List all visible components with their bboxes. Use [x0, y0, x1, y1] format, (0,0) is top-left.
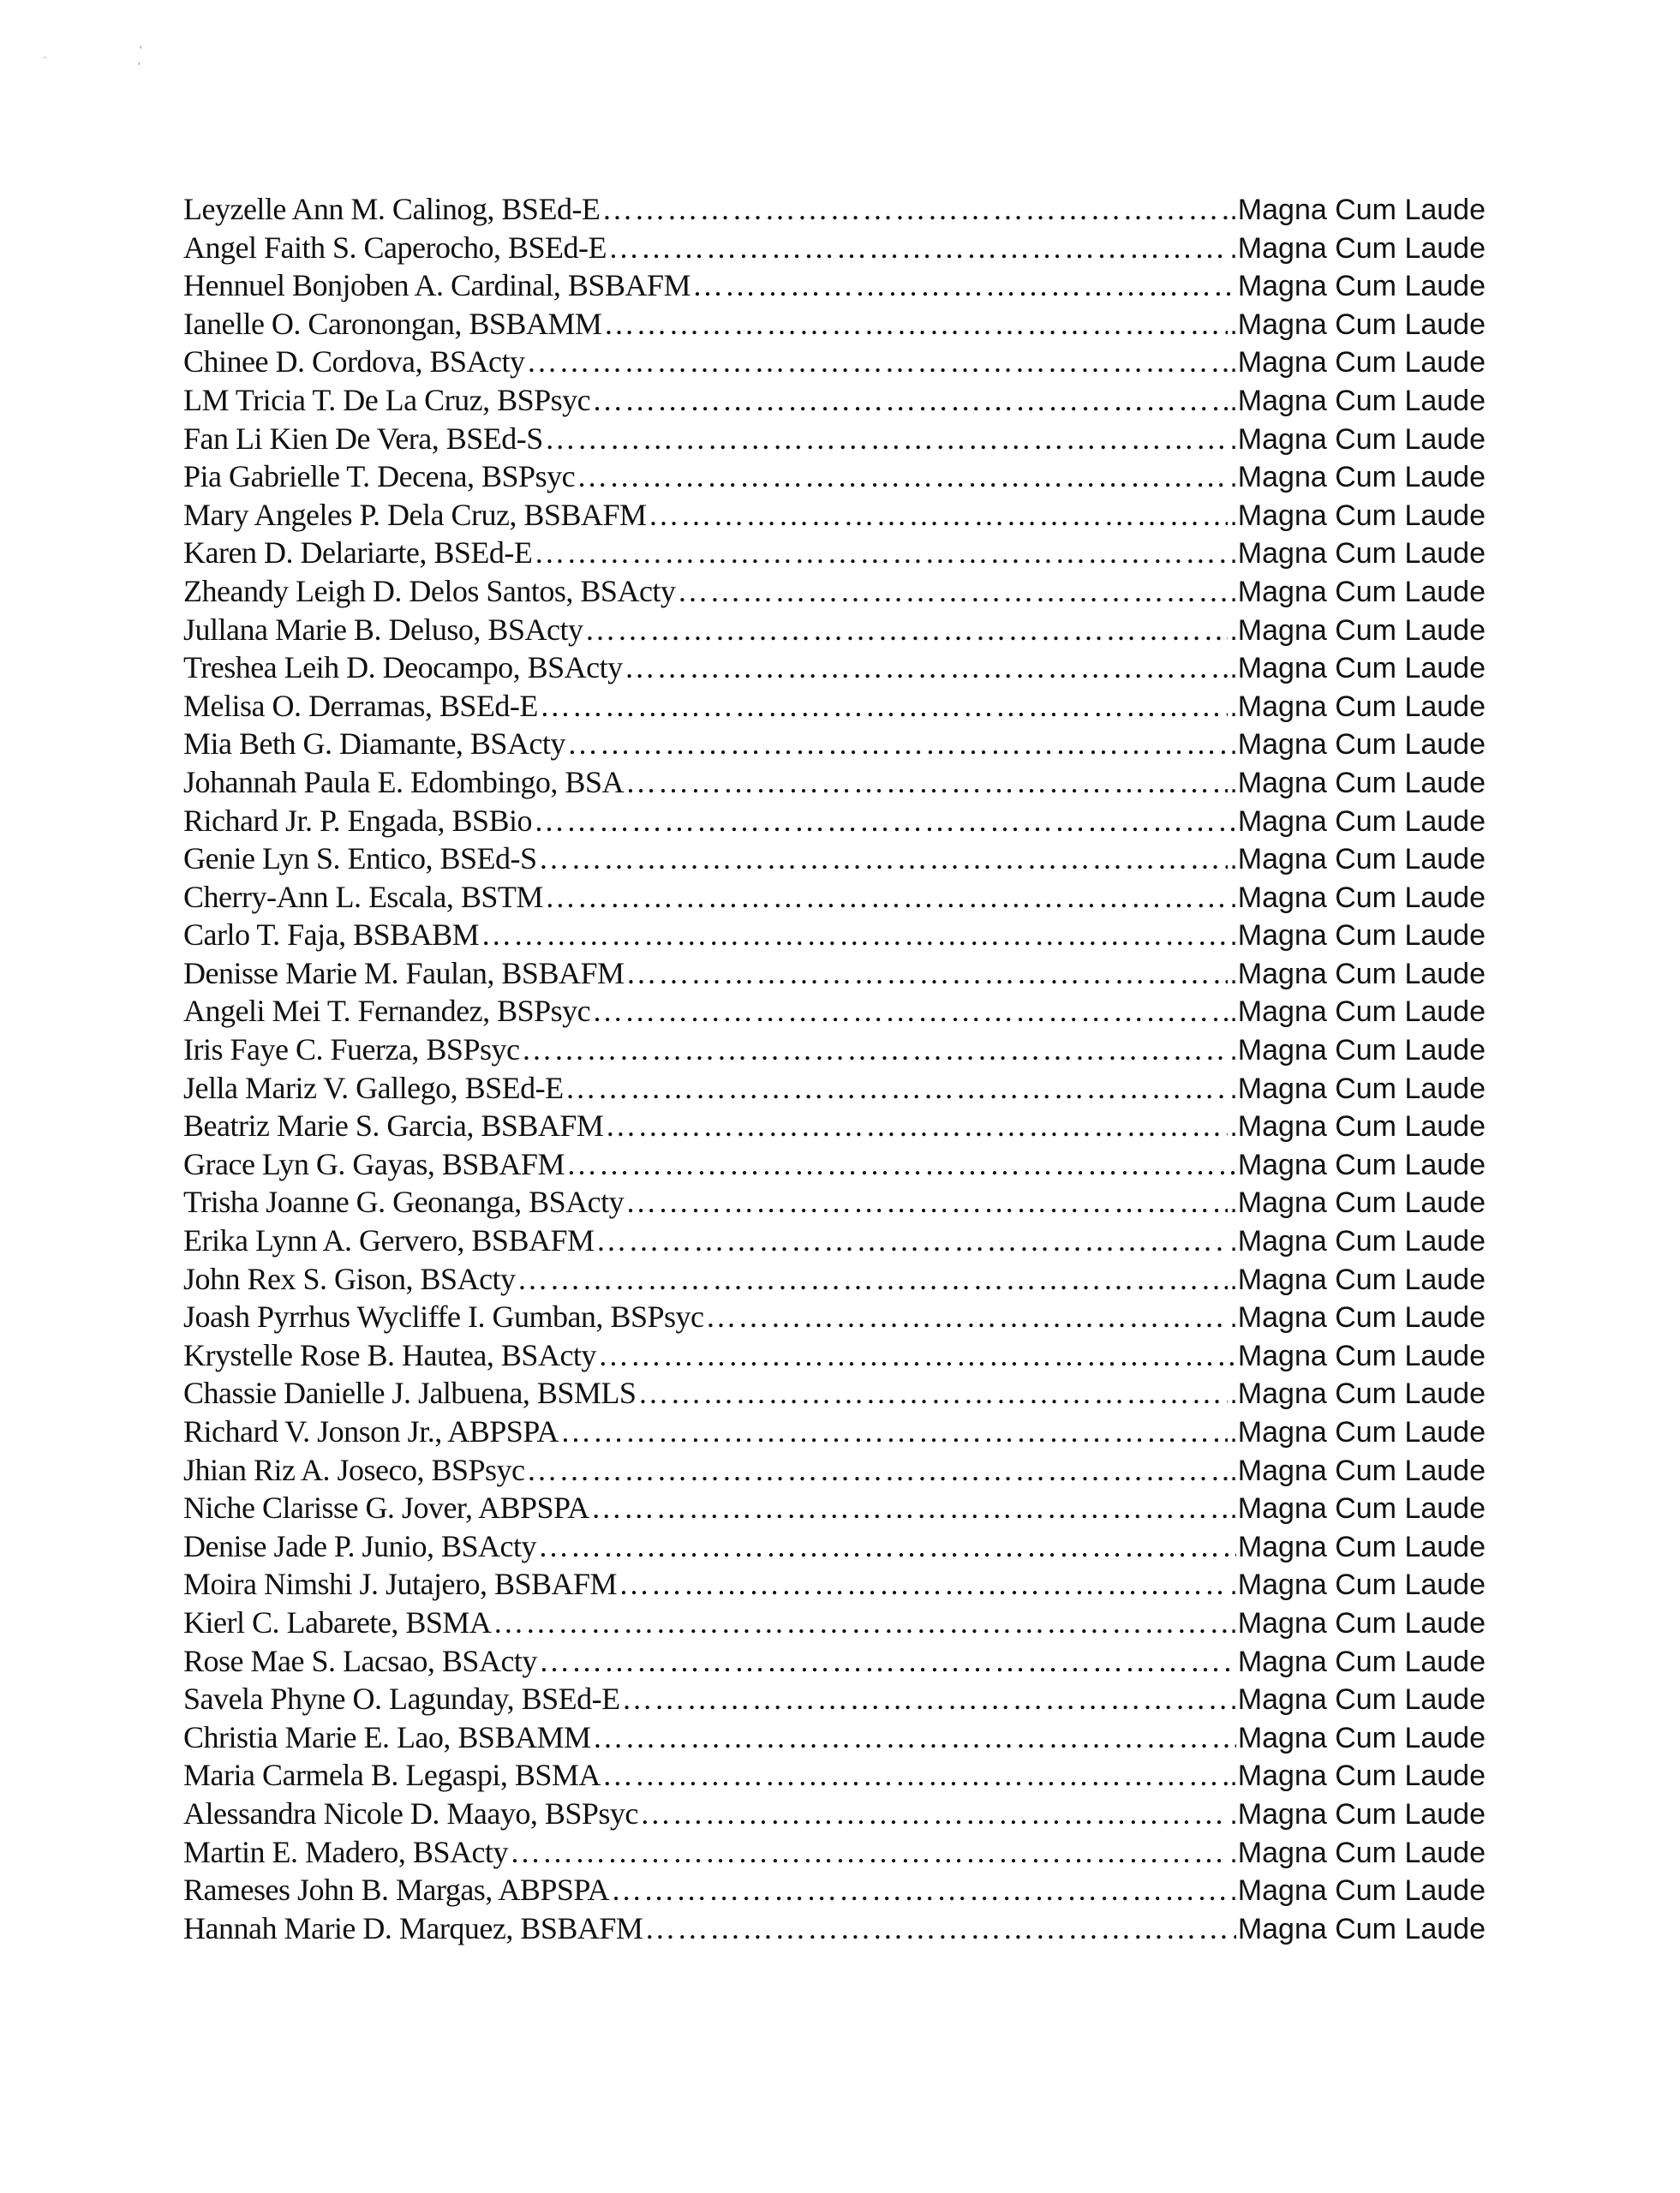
- dot-leader: [493, 1604, 1228, 1642]
- graduate-name: Jhian Riz A. Joseco, BSPsyc: [183, 1452, 525, 1487]
- honor-row: [183, 534, 1486, 572]
- graduate-name: Melisa O. Derramas, BSEd-E: [183, 688, 538, 723]
- honor-label: Magna Cum Laude: [1237, 270, 1486, 303]
- honor-label: .Magna Cum Laude: [1229, 1263, 1486, 1296]
- graduate-name: Savela Phyne O. Lagunday, BSEd-E: [183, 1682, 620, 1717]
- graduate-name: Denise Jade P. Junio, BSActy: [183, 1528, 536, 1563]
- scan-speck: ’: [137, 61, 141, 74]
- honor-row: [183, 725, 1486, 763]
- dot-leader: [592, 381, 1228, 420]
- dot-leader: [705, 1298, 1228, 1336]
- honor-label: .Magna Cum Laude: [1229, 995, 1486, 1029]
- honor-label: .Magna Cum Laude: [1229, 422, 1486, 456]
- graduate-name: Angel Faith S. Caperocho, BSEd-E: [183, 230, 607, 265]
- graduate-name: Chinee D. Cordova, BSActy: [183, 344, 525, 379]
- dot-leader: [538, 1527, 1236, 1566]
- honor-label: Magna Cum Laude: [1237, 1721, 1486, 1754]
- honor-label: .Magna Cum Laude: [1229, 1186, 1486, 1220]
- dot-leader: [481, 916, 1228, 954]
- honor-label: .Magna Cum Laude: [1229, 1377, 1486, 1411]
- honor-label: Magna Cum Laude: [1237, 1645, 1486, 1678]
- honor-label: Magna Cum Laude: [1237, 1912, 1486, 1945]
- honor-row: [183, 1871, 1486, 1909]
- dot-leader: [592, 992, 1228, 1031]
- honor-row: [183, 1260, 1486, 1299]
- honor-label: .Magna Cum Laude: [1229, 499, 1486, 532]
- honor-row: [183, 1336, 1486, 1375]
- honor-row: [183, 992, 1486, 1031]
- graduate-name: Hennuel Bonjoben A. Cardinal, BSBAFM: [183, 268, 691, 303]
- graduate-name: Jella Mariz V. Gallego, BSEd-E: [183, 1070, 564, 1105]
- honor-label: .Magna Cum Laude: [1229, 1034, 1486, 1067]
- dot-leader: [567, 725, 1228, 763]
- graduate-name: Cherry-Ann L. Escala, BSTM: [183, 879, 543, 914]
- dot-leader: [539, 1642, 1236, 1681]
- honor-row: [183, 802, 1486, 840]
- honor-label: .Magna Cum Laude: [1229, 1760, 1486, 1793]
- honor-label: .Magna Cum Laude: [1229, 1797, 1486, 1831]
- graduate-name: Moira Nimshi J. Jutajero, BSBAFM: [183, 1567, 618, 1602]
- graduate-name: Rameses John B. Margas, ABPSPA: [183, 1873, 610, 1908]
- dot-leader: [534, 534, 1228, 572]
- dot-leader: [644, 1909, 1235, 1948]
- honor-row: [183, 266, 1486, 305]
- honor-label: .Magna Cum Laude: [1229, 346, 1486, 379]
- scan-speck: ·: [43, 52, 47, 65]
- graduate-name: Pia Gabrielle T. Decena, BSPsyc: [183, 459, 576, 494]
- graduate-name: Erika Lynn A. Gervero, BSBAFM: [183, 1223, 595, 1258]
- graduate-name: Denisse Marie M. Faulan, BSBAFM: [183, 955, 625, 990]
- honor-label: Magna Cum Laude: [1237, 1148, 1486, 1181]
- dot-leader: [602, 1756, 1228, 1795]
- honor-label: .Magna Cum Laude: [1229, 766, 1486, 799]
- dot-leader: [625, 648, 1229, 687]
- graduate-name: Carlo T. Faja, BSBABM: [183, 917, 480, 953]
- honor-row: [183, 190, 1486, 229]
- honor-label: .Magna Cum Laude: [1229, 194, 1486, 226]
- honor-label: .Magna Cum Laude: [1229, 1569, 1486, 1602]
- graduate-name: Iris Faye C. Fuerza, BSPsyc: [183, 1032, 520, 1067]
- graduate-name: Richard V. Jonson Jr., ABPSPA: [183, 1414, 559, 1449]
- honor-label: .Magna Cum Laude: [1229, 1110, 1486, 1144]
- honor-label: .Magna Cum Laude: [1229, 1683, 1486, 1717]
- honor-row: [183, 1909, 1486, 1948]
- dot-leader: [545, 420, 1229, 458]
- scan-speck: ‘: [139, 44, 143, 57]
- honor-row: [183, 840, 1486, 878]
- honor-row: [183, 1183, 1486, 1222]
- dot-leader: [637, 1374, 1228, 1413]
- dot-leader: [584, 611, 1228, 649]
- honor-row: [183, 1642, 1486, 1681]
- graduate-name: Zheandy Leigh D. Delos Santos, BSActy: [183, 573, 676, 608]
- honor-label: .Magna Cum Laude: [1229, 384, 1486, 417]
- dot-leader: [622, 1680, 1229, 1718]
- graduate-name: Leyzelle Ann M. Calinog, BSEd-E: [183, 192, 601, 226]
- honor-label: .Magna Cum Laude: [1229, 1301, 1486, 1335]
- honor-label: Magna Cum Laude: [1237, 804, 1486, 838]
- honor-row: [183, 1527, 1486, 1566]
- honor-row: [183, 648, 1486, 687]
- honor-row: [183, 763, 1486, 802]
- honor-label: .Magna Cum Laude: [1229, 1416, 1486, 1449]
- graduate-name: John Rex S. Gison, BSActy: [183, 1261, 516, 1296]
- honor-label: Magna Cum Laude: [1237, 1530, 1486, 1563]
- dot-leader: [521, 1031, 1228, 1069]
- honor-row: [183, 572, 1486, 611]
- dot-leader: [595, 1222, 1228, 1260]
- honor-row: [183, 1145, 1486, 1184]
- graduate-name: Niche Clarisse G. Jover, ABPSPA: [183, 1491, 589, 1526]
- dot-leader: [527, 1451, 1229, 1490]
- honor-label: .Magna Cum Laude: [1229, 1836, 1486, 1869]
- honor-label: .Magna Cum Laude: [1229, 881, 1486, 914]
- honor-row: [183, 1413, 1486, 1451]
- honor-label: .Magna Cum Laude: [1229, 919, 1486, 953]
- honor-row: [183, 1833, 1486, 1872]
- graduate-name: Joash Pyrrhus Wycliffe I. Gumban, BSPsyc: [183, 1300, 704, 1335]
- graduate-name: Karen D. Delariarte, BSEd-E: [183, 535, 533, 571]
- honor-row: [183, 1298, 1486, 1336]
- honor-label: .Magna Cum Laude: [1229, 613, 1486, 647]
- graduate-name: Christia Marie E. Lao, BSBAMM: [183, 1719, 591, 1754]
- dot-leader: [540, 687, 1228, 726]
- honor-row: [183, 611, 1486, 649]
- honor-row: [183, 916, 1486, 954]
- dot-leader: [577, 457, 1228, 496]
- honor-label: .Magna Cum Laude: [1229, 1225, 1486, 1258]
- honor-label: .Magna Cum Laude: [1229, 728, 1486, 762]
- graduate-name: Genie Lyn S. Entico, BSEd-S: [183, 841, 537, 876]
- honor-row: [183, 1680, 1486, 1718]
- graduate-name: Mia Beth G. Diamante, BSActy: [183, 726, 565, 762]
- dot-leader: [677, 572, 1228, 611]
- dot-leader: [592, 1718, 1235, 1757]
- honor-row: [183, 229, 1486, 267]
- honor-label: .Magna Cum Laude: [1229, 1454, 1486, 1487]
- dot-leader: [601, 190, 1228, 229]
- graduate-name: Beatriz Marie S. Garcia, BSBAFM: [183, 1108, 604, 1144]
- graduate-name: Krystelle Rose B. Hautea, BSActy: [183, 1337, 596, 1372]
- dot-leader: [608, 229, 1228, 267]
- honor-row: [183, 1795, 1486, 1833]
- dot-leader: [534, 802, 1236, 840]
- dot-leader: [565, 1069, 1229, 1108]
- honor-row: [183, 1107, 1486, 1145]
- graduate-name: Kierl C. Labarete, BSMA: [183, 1604, 492, 1640]
- graduate-name: Hannah Marie D. Marquez, BSBAFM: [183, 1910, 643, 1945]
- graduate-name: Mary Angeles P. Dela Cruz, BSBAFM: [183, 497, 647, 532]
- graduate-name: Martin E. Madero, BSActy: [183, 1834, 508, 1869]
- honor-label: .Magna Cum Laude: [1229, 957, 1486, 990]
- honor-row: [183, 420, 1486, 458]
- graduate-name: Rose Mae S. Lacsao, BSActy: [183, 1643, 537, 1678]
- dot-leader: [603, 305, 1228, 344]
- honor-row: [183, 687, 1486, 726]
- dot-leader: [598, 1336, 1236, 1375]
- honor-row: [183, 878, 1486, 917]
- honor-label: .Magna Cum Laude: [1229, 690, 1486, 723]
- honor-row: [183, 1031, 1486, 1069]
- graduate-name: Grace Lyn G. Gayas, BSBAFM: [183, 1146, 565, 1181]
- graduate-name: Johannah Paula E. Edombingo, BSA: [183, 764, 624, 799]
- honor-label: .Magna Cum Laude: [1229, 1072, 1486, 1105]
- dot-leader: [591, 1489, 1229, 1527]
- honor-label: .Magna Cum Laude: [1229, 843, 1486, 876]
- honor-row: [183, 1604, 1486, 1642]
- honor-label: .Magna Cum Laude: [1229, 1874, 1486, 1908]
- honor-list: [183, 190, 1486, 1947]
- dot-leader: [625, 1183, 1228, 1222]
- graduate-name: LM Tricia T. De La Cruz, BSPsyc: [183, 382, 591, 417]
- graduate-name: Angeli Mei T. Fernandez, BSPsyc: [183, 994, 591, 1029]
- graduate-name: Richard Jr. P. Engada, BSBio: [183, 803, 532, 838]
- honor-row: [183, 381, 1486, 420]
- dot-leader: [611, 1871, 1228, 1909]
- honor-label: .Magna Cum Laude: [1229, 231, 1486, 265]
- honor-row: [183, 457, 1486, 496]
- dot-leader: [649, 496, 1229, 535]
- honor-row: [183, 1565, 1486, 1604]
- honor-label: .Magna Cum Laude: [1229, 1606, 1486, 1640]
- honor-row: [183, 1489, 1486, 1527]
- honor-row: [183, 954, 1486, 993]
- honor-row: [183, 1451, 1486, 1490]
- dot-leader: [566, 1145, 1236, 1184]
- graduate-name: Maria Carmela B. Legaspi, BSMA: [183, 1758, 601, 1793]
- dot-leader: [545, 878, 1228, 917]
- graduate-name: Fan Li Kien De Vera, BSEd-S: [183, 421, 543, 456]
- honor-row: [183, 1718, 1486, 1757]
- honor-label: .Magna Cum Laude: [1229, 652, 1486, 685]
- honor-label: .Magna Cum Laude: [1229, 461, 1486, 494]
- graduate-name: Ianelle O. Caronongan, BSBAMM: [183, 306, 602, 341]
- graduate-name: Chassie Danielle J. Jalbuena, BSMLS: [183, 1376, 637, 1411]
- dot-leader: [626, 954, 1229, 993]
- honor-row: [183, 305, 1486, 344]
- dot-leader: [539, 840, 1229, 878]
- dot-leader: [517, 1260, 1229, 1299]
- honor-row: [183, 496, 1486, 535]
- graduate-name: Alessandra Nicole D. Maayo, BSPsyc: [183, 1796, 638, 1831]
- honor-label: .Magna Cum Laude: [1229, 1492, 1486, 1526]
- honor-label: .Magna Cum Laude: [1229, 537, 1486, 571]
- honor-row: [183, 1374, 1486, 1413]
- graduate-name: Treshea Leih D. Deocampo, BSActy: [183, 650, 623, 685]
- honor-label: .Magna Cum Laude: [1229, 575, 1486, 608]
- dot-leader: [510, 1833, 1228, 1872]
- dot-leader: [640, 1795, 1228, 1833]
- graduate-name: Jullana Marie B. Deluso, BSActy: [183, 612, 583, 647]
- dot-leader: [526, 343, 1228, 381]
- dot-leader: [625, 763, 1228, 802]
- honor-label: Magna Cum Laude: [1237, 1339, 1486, 1372]
- honor-row: [183, 1222, 1486, 1260]
- honor-row: [183, 1756, 1486, 1795]
- dot-leader: [560, 1413, 1228, 1451]
- graduate-name: Trisha Joanne G. Geonanga, BSActy: [183, 1185, 625, 1220]
- dot-leader: [692, 266, 1236, 305]
- honor-label: .Magna Cum Laude: [1229, 308, 1486, 341]
- honor-row: [183, 1069, 1486, 1108]
- honor-row: [183, 343, 1486, 381]
- dot-leader: [605, 1107, 1228, 1145]
- dot-leader: [619, 1565, 1228, 1604]
